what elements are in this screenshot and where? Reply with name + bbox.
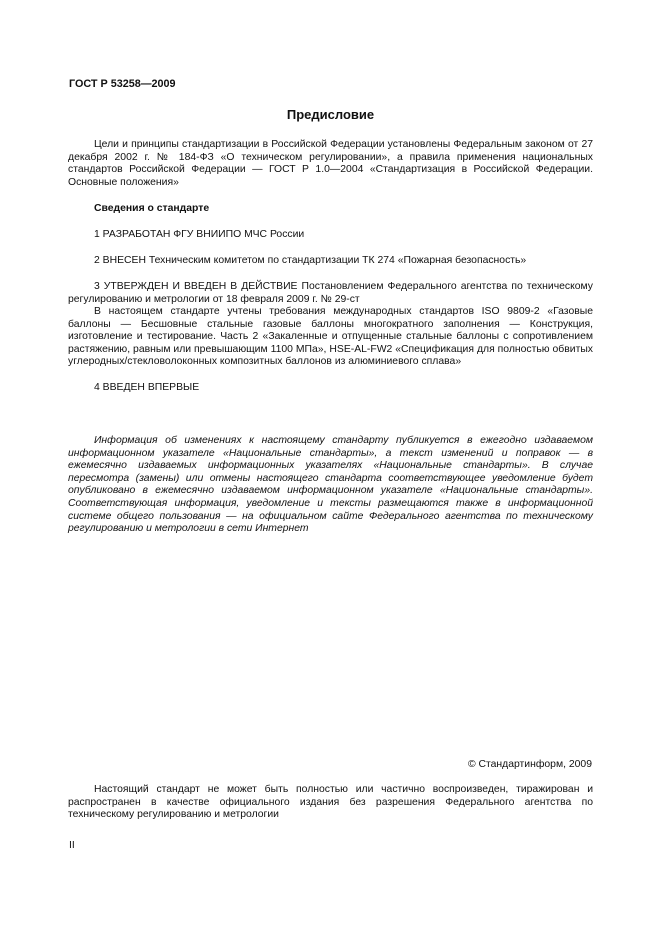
- item-3-note: В настоящем стандарте учтены требования международных стандартов ISO 9809-2 «Газовые баллоны — Бесшовные стальные газовые баллоны многократного заполнения — Конструкция, изготовление и тестирование. Часть 2 «Закаленные и отпущенные стальные баллоны с сопротивлением растяжению, равным или превышающим 1100 МПа», HSE-AL-FW2 «Спецификация для полностью обвитых углеродных/стекловолоконных композитных баллонов из алюминиевого сплава»: [68, 306, 593, 368]
- item-3: 3 УТВЕРЖДЕН И ВВЕДЕН В ДЕЙСТВИЕ Постановлением Федерального агентства по техническому регулированию и метрологии от 18 февраля 2009 г. № 29-ст: [68, 281, 593, 305]
- section-subheading: Сведения о стандарте: [94, 203, 210, 214]
- page-number: II: [69, 840, 75, 851]
- info-notice: Информация об изменениях к настоящему стандарту публикуется в ежегодно издаваемом информационном указателе «Национальные стандарты», а текст изменений и поправок — в ежемесячно издаваемых информационных указателях «Национальные стандарты». В случае пересмотра (замены) или отмены настоящего стандарта соответствующее уведомление будет опубликовано в ежемесячно издаваемом информационном указателе «Национальные стандарты». Соответствующая информация, уведомление и тексты размещаются также в информационной системе общего пользования — на официальном сайте Федерального агентства по техническому регулированию и метрологии в сети Интернет: [68, 435, 593, 535]
- legal-notice: Настоящий стандарт не может быть полностью или частично воспроизведен, тиражирован и распространен в качестве официального издания без разрешения Федерального агентства по техническому регулированию и метрологии: [68, 784, 593, 821]
- item-1: 1 РАЗРАБОТАН ФГУ ВНИИПО МЧС России: [94, 229, 305, 240]
- item-2: 2 ВНЕСЕН Техническим комитетом по стандартизации ТК 274 «Пожарная безопасность»: [94, 255, 527, 266]
- page-title: Предисловие: [286, 107, 375, 122]
- copyright-line: © Стандартинформ, 2009: [467, 759, 592, 770]
- intro-paragraph: Цели и принципы стандартизации в Российской Федерации установлены Федеральным законом от 27 декабря 2002 г. № 184-ФЗ «О техническом регулировании», а правила применения национальных стандартов Российской Федерации — ГОСТ Р 1.0—2004 «Стандартизация в Российской Федерации. Основные положения»: [68, 139, 593, 188]
- document-header: ГОСТ Р 53258—2009: [69, 78, 176, 90]
- item-4: 4 ВВЕДЕН ВПЕРВЫЕ: [94, 382, 200, 393]
